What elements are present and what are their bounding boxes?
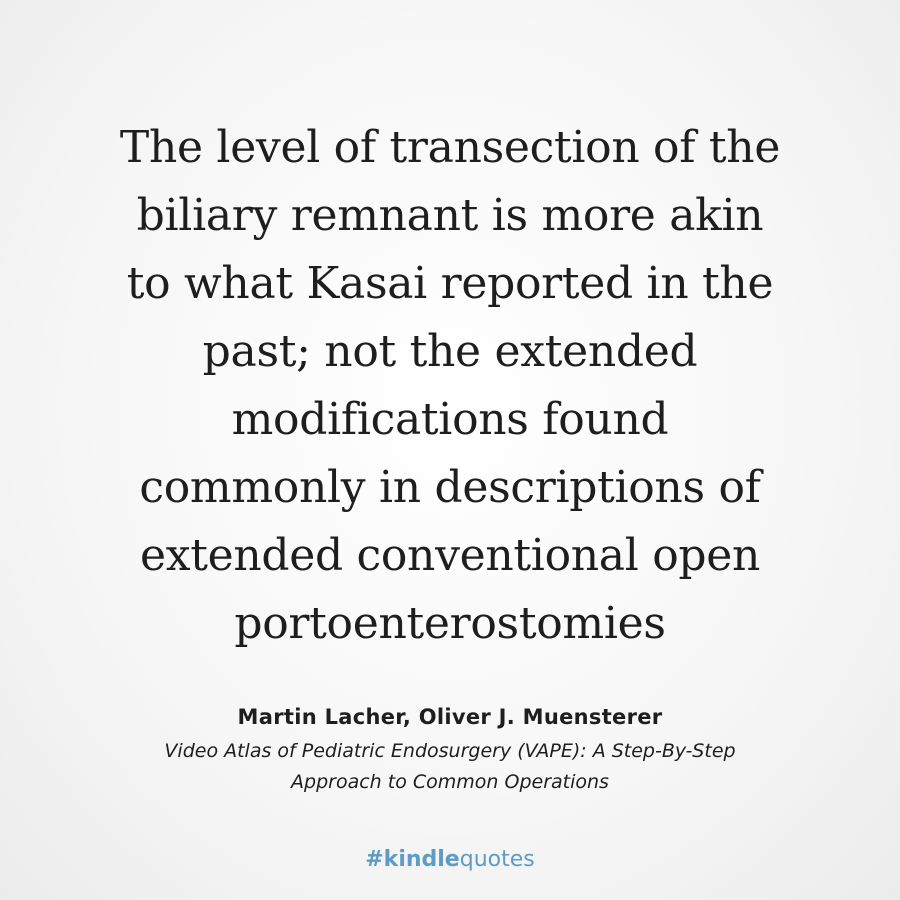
quote-text <box>40 114 860 658</box>
quote-line: to what Kasai reported in the <box>126 258 774 309</box>
quote-author: Martin Lacher, Oliver J. Muensterer <box>237 705 663 729</box>
quote-line: commonly in descriptions of <box>139 462 761 513</box>
hashtag-prefix: #kindle <box>365 847 460 872</box>
quote-line: modifications found <box>231 394 669 445</box>
book-title <box>40 736 860 798</box>
hashtag-suffix: quotes <box>459 847 535 872</box>
book-title-line: Approach to Common Operations <box>291 771 609 793</box>
quote-line: extended conventional open <box>139 530 761 581</box>
quote-line: portoenterostomies <box>234 598 666 649</box>
quote-line: The level of transection of the <box>119 122 781 173</box>
quote-line: biliary remnant is more akin <box>136 190 764 241</box>
quote-line: past; not the extended <box>202 326 698 377</box>
book-title-line: Video Atlas of Pediatric Endosurgery (VAPE): A Step-By-Step <box>164 740 736 762</box>
kindlequotes-hashtag <box>0 845 900 875</box>
